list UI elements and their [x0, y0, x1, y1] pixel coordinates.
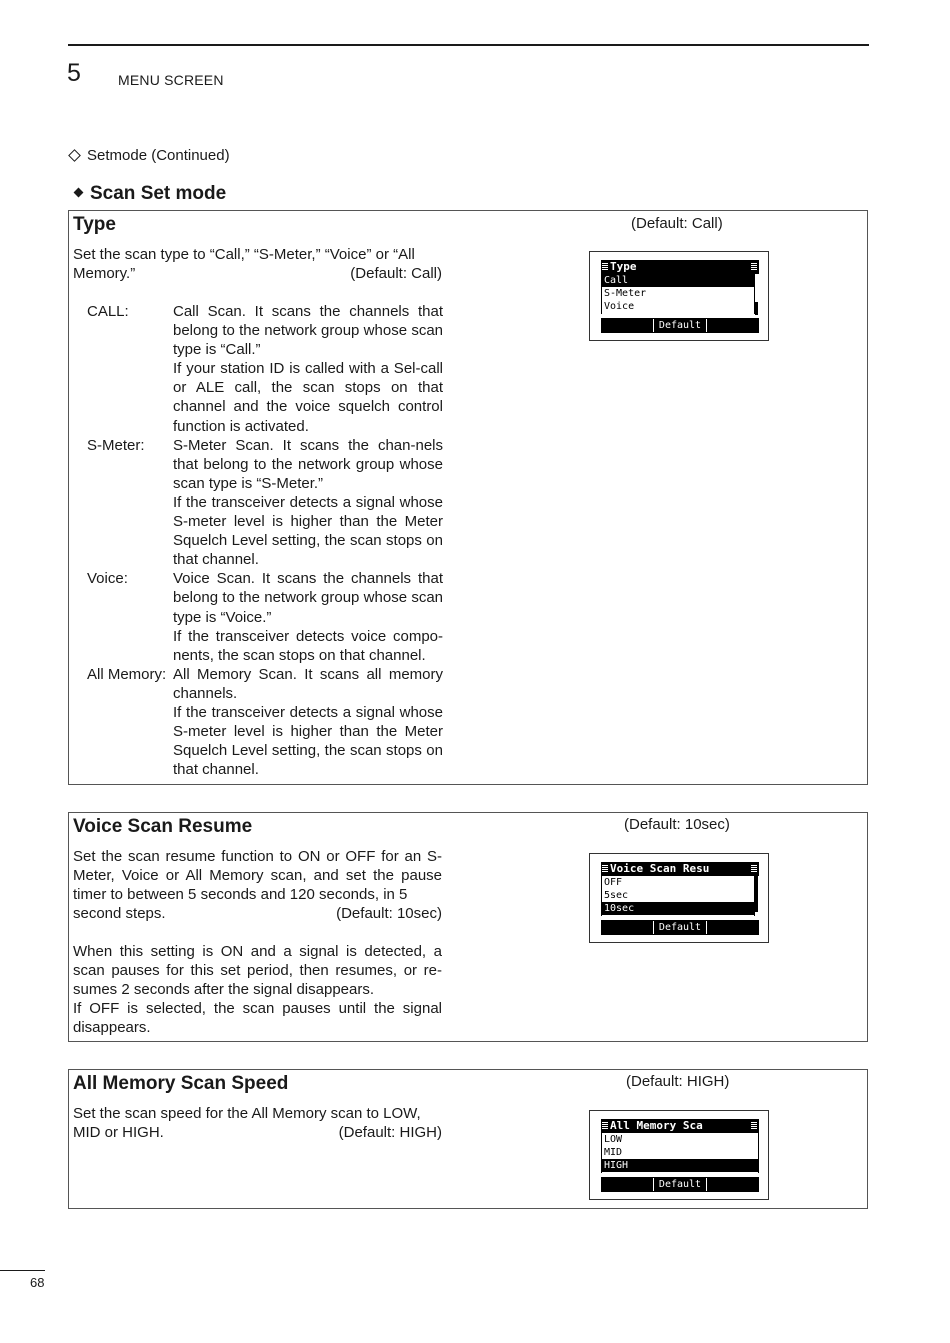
type-intro-line1: Set the scan type to “Call,” “S-Meter,” “Voice” or “All — [73, 246, 415, 263]
lcd-bottom-bar — [601, 1177, 759, 1192]
definition-text: All Memory Scan. It scans all memory channels. — [173, 665, 443, 702]
type-title: Type — [73, 214, 116, 235]
lcd-option[interactable]: S-Meter — [604, 288, 647, 299]
definition-text: If the transceiver detects a signal whose S-meter level is higher than the Meter Squelch Level setting, the scan stops on that channel. — [173, 703, 443, 779]
section-title-text: Scan Set mode — [90, 183, 227, 204]
setmode-heading-text: Setmode (Continued) — [87, 147, 230, 164]
definition-voice — [87, 569, 443, 664]
all-memory-scan-speed-box — [68, 1069, 868, 1209]
lcd-title-bar — [601, 260, 759, 274]
lcd-bottom-bar — [601, 318, 759, 333]
default-button[interactable]: Default — [653, 1178, 707, 1191]
type-intro — [73, 245, 442, 283]
scrollbar-thumb — [755, 302, 758, 315]
menu-icon — [602, 263, 608, 271]
speed-paragraph-default: (Default: HIGH) — [338, 1124, 442, 1142]
voice-lcd-screenshot — [589, 853, 769, 943]
definition-text: Call Scan. It scans the channels that belong to the network group whose scan type is “Call.” — [173, 303, 443, 359]
lcd-display — [601, 862, 759, 935]
lcd-option[interactable]: MID — [604, 1147, 623, 1158]
lcd-scrollbar — [755, 274, 758, 314]
definition-text: If the transceiver detects a signal whose S-meter level is higher than the Meter Squelch Level setting, the scan stops on that channel. — [173, 493, 443, 569]
voice-default-label: (Default: 10sec) — [624, 816, 730, 833]
voice-paragraph-1-default: (Default: 10sec) — [336, 905, 442, 923]
voice-scan-resume-title: Voice Scan Resume — [73, 816, 253, 837]
lcd-option[interactable]: Voice — [604, 301, 635, 312]
voice-paragraph-1-last: second steps. — [73, 905, 166, 923]
menu-icon — [602, 1122, 608, 1130]
speed-paragraph-line1: Set the scan speed for the All Memory scan to LOW, — [73, 1105, 421, 1122]
definition-term: All Memory: — [87, 665, 167, 683]
page-number: 68 — [30, 1275, 45, 1290]
definition-text: If your station ID is called with a Sel-call or ALE call, the scan stops on that channel and the voice squelch control function is activated. — [173, 360, 443, 435]
lcd-display — [601, 260, 759, 333]
lcd-display — [601, 1119, 759, 1192]
type-intro-default: (Default: Call) — [350, 265, 442, 283]
speed-default-label: (Default: HIGH) — [626, 1073, 730, 1090]
menu-icon — [602, 865, 608, 873]
definition-term: CALL: — [87, 303, 129, 320]
default-button[interactable]: Default — [653, 319, 707, 332]
setmode-heading — [68, 147, 230, 164]
hollow-diamond-icon — [68, 149, 81, 162]
lcd-option-selected[interactable]: 10sec — [602, 902, 754, 915]
diamond-bullet-icon — [74, 188, 84, 198]
lcd-option-list — [601, 1133, 759, 1173]
lcd-title: Type — [610, 260, 637, 273]
lcd-bottom-bar — [601, 920, 759, 935]
speed-paragraph — [73, 1104, 442, 1142]
definition-s-meter — [87, 436, 443, 570]
default-button[interactable]: Default — [653, 921, 707, 934]
voice-paragraph-3: If OFF is selected, the scan pauses until the signal disappears. — [73, 1000, 442, 1037]
definition-term: Voice: — [87, 570, 128, 588]
definition-term: S-Meter: — [87, 436, 145, 454]
chapter-number: 5 — [67, 59, 81, 87]
lcd-option-list — [601, 274, 755, 314]
definition-call — [87, 302, 443, 436]
all-memory-scan-speed-title: All Memory Scan Speed — [73, 1073, 289, 1094]
definition-text: If the transceiver detects voice compo-nents, the scan stops on that channel. — [173, 627, 443, 664]
voice-paragraph-1 — [73, 847, 442, 923]
lcd-option-selected[interactable]: Call — [602, 274, 754, 287]
footer-rule — [0, 1270, 45, 1271]
voice-paragraph-1-main: Set the scan resume function to ON or OFF for an S-Meter, Voice or All Memory scan, and set the pause timer to between 5 seconds and 120 seconds, in 5 — [73, 848, 442, 904]
lcd-option[interactable]: LOW — [604, 1134, 623, 1145]
section-title — [73, 183, 226, 205]
lcd-title-bar — [601, 862, 759, 876]
scan-type-definitions — [87, 302, 443, 779]
type-intro-line2: Memory.” — [73, 265, 136, 283]
top-rule — [68, 44, 869, 46]
lcd-title: All Memory Sca — [610, 1119, 703, 1132]
scroll-indicator-icon — [751, 263, 757, 271]
lcd-title: Voice Scan Resu — [610, 862, 710, 875]
scrollbar-thumb — [755, 876, 758, 912]
chapter-title: MENU SCREEN — [118, 72, 224, 88]
definition-text: S-Meter Scan. It scans the chan-nels that belong to the network group whose scan type is “S-Meter.” — [173, 436, 443, 492]
type-box — [68, 210, 868, 785]
speed-lcd-screenshot — [589, 1110, 769, 1200]
speed-paragraph-line2: MID or HIGH. — [73, 1124, 164, 1142]
definition-all-memory — [87, 665, 443, 780]
lcd-title-bar — [601, 1119, 759, 1133]
lcd-scrollbar — [755, 876, 758, 916]
definition-text: Voice Scan. It scans the channels that belong to the network group whose scan type is “Voice.” — [173, 570, 443, 626]
lcd-option-selected[interactable]: HIGH — [602, 1159, 758, 1172]
lcd-option[interactable]: 5sec — [604, 890, 629, 901]
voice-scan-resume-box — [68, 812, 868, 1042]
lcd-option[interactable]: OFF — [604, 877, 623, 888]
lcd-option-list — [601, 876, 755, 916]
type-default-label: (Default: Call) — [631, 215, 723, 232]
scroll-indicator-icon — [751, 1122, 757, 1130]
scroll-indicator-icon — [751, 865, 757, 873]
type-lcd-screenshot — [589, 251, 769, 341]
voice-paragraph-2: When this setting is ON and a signal is detected, a scan pauses for this set period, then resumes, or re-sumes 2 seconds after the signal disappears. — [73, 943, 442, 999]
